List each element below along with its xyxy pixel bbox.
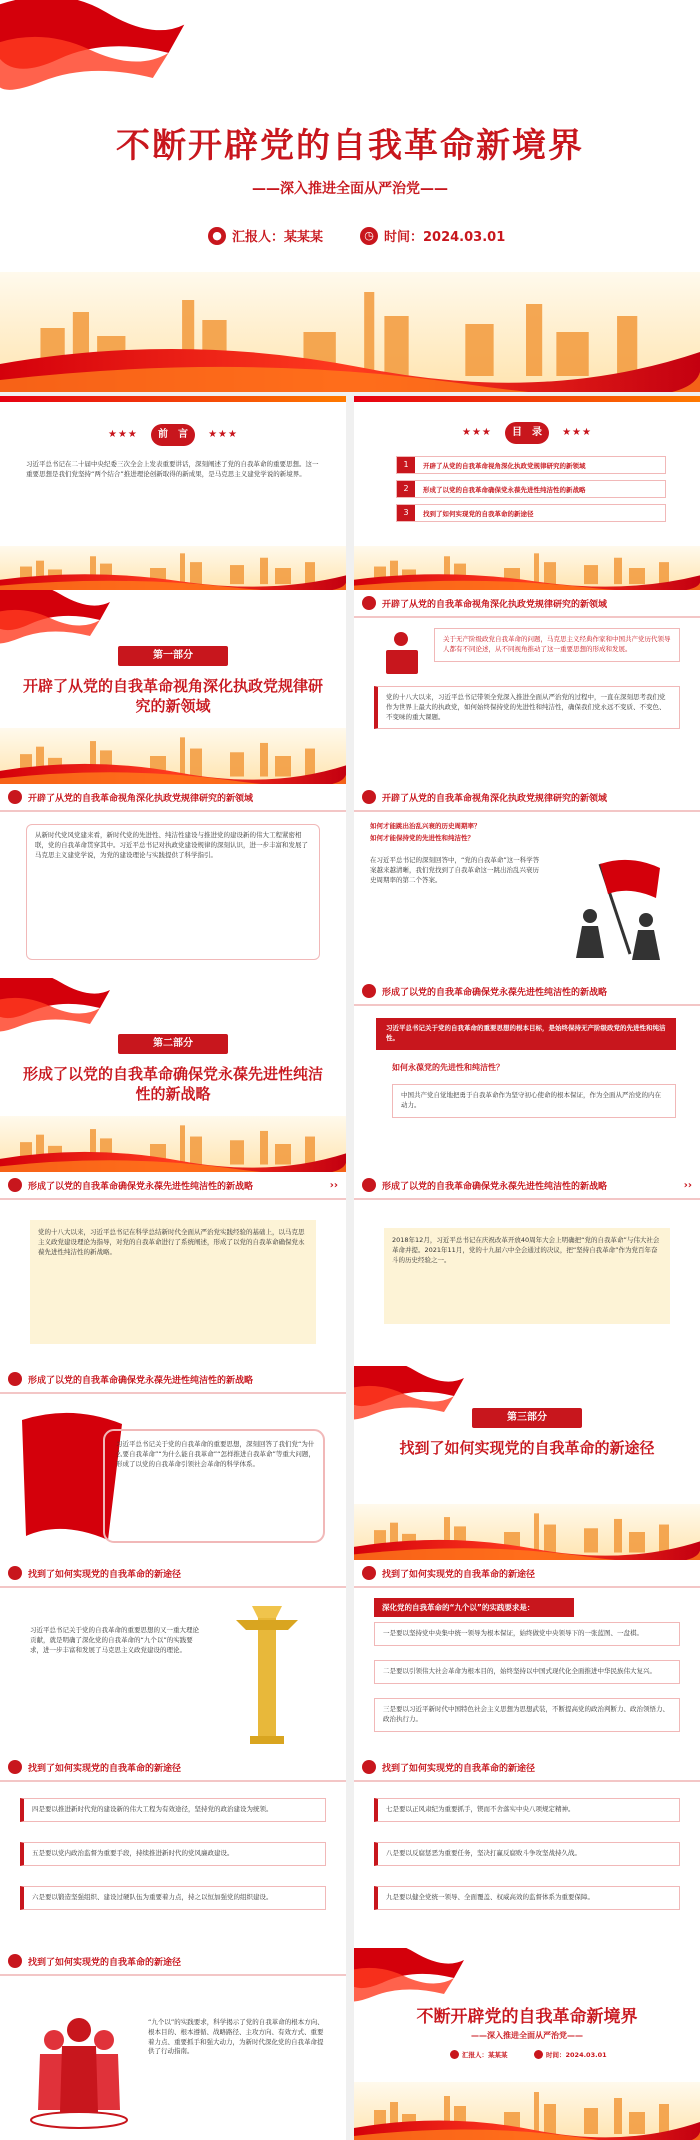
content-box: 从新时代党风党建来看，新时代党的先进性、纯洁性建设与推进党的建设新的伟大工程紧密相联，党的自我革命贯穿其中。习近平总书记对执政党建设规律的深刻认识，进一步丰富和发展了马克思主义建党学说，为党的建设理论与实践提供了科学指引。 (26, 824, 320, 960)
skyline-decoration (354, 2082, 700, 2140)
slide-header: 找到了如何实现党的自我革命的新途径 (0, 1754, 346, 1782)
user-icon: ● (208, 227, 226, 245)
clock-icon (534, 2050, 543, 2059)
content-slide-6 (354, 784, 700, 978)
list-item: 一是要以坚持党中央集中统一领导为根本保证，始终做党中央领导下的一张蓝图、一盘棋。 (374, 1622, 680, 1646)
highlight-box: 习近平总书记关于党的自我革命的重要思想的根本目标，是始终保持无产阶级政党的先进性和纯洁性。 (376, 1018, 676, 1050)
top-bar (354, 396, 700, 402)
content-slide-9 (0, 1172, 346, 1366)
list-item: 二是要以引领伟大社会革命为根本目的，始终坚持以中国式现代化全面推进中华民族伟大复兴。 (374, 1660, 680, 1684)
flag-decoration (0, 590, 110, 650)
slide-header: 找到了如何实现党的自我革命的新途径 (0, 1948, 346, 1976)
toc-item[interactable]: 1 开辟了从党的自我革命视角深化执政党规律研究的新领域 (396, 456, 666, 474)
slide-header: 开辟了从党的自我革命视角深化执政党规律研究的新领域 (0, 784, 346, 812)
stars-right: ★★★ (562, 427, 592, 438)
part-title: 形成了以党的自我革命确保党永葆先进性纯洁性的新战略 (22, 1065, 323, 1104)
skyline-decoration (0, 272, 700, 392)
bullet-icon (362, 790, 376, 804)
stars-left: ★★★ (108, 429, 138, 440)
flag-decoration (354, 1948, 464, 2008)
question-1: 如何才能跳出治乱兴衰的历史周期率？ (370, 822, 481, 830)
team-icon (24, 2000, 134, 2130)
stars-left: ★★★ (462, 427, 492, 438)
ribbon-frame-decoration (12, 1410, 334, 1550)
bullet-icon (362, 984, 376, 998)
part-label: 第三部分 (472, 1408, 582, 1428)
part3-slide (354, 1366, 700, 1560)
slide-header: 找到了如何实现党的自我革命的新途径 (354, 1560, 700, 1588)
content-slide-5 (0, 784, 346, 978)
podium-icon (382, 632, 422, 676)
toc-title: 目 录 (505, 422, 549, 444)
content-slide-4 (354, 590, 700, 784)
cover-reporter: ● 汇报人：某某某 (208, 226, 323, 245)
part-label: 第一部分 (118, 646, 228, 666)
question: 如何永葆党的先进性和纯洁性？ (392, 1063, 504, 1072)
content-text: 在习近平总书记的深刻回答中，“党的自我革命”这一科学答案越来越清晰，我们党找到了自我革命这一跳出治乱兴衰历史周期率的第二个答案。 (370, 856, 540, 884)
content-slide-17 (0, 1948, 346, 2140)
content-text: “九个以”的实践要求，科学揭示了党的自我革命的根本方向、根本目的、根本遵循、战略路径、主攻方向、有效方式、重要着力点、重要抓手和强大动力，为新时代深化党的自我革命提供了行动指南。 (148, 2018, 324, 2056)
skyline-decoration (0, 728, 346, 784)
end-reporter: 汇报人：某某某 (450, 2050, 508, 2059)
bullet-icon (8, 1954, 22, 1968)
content-slide-14 (354, 1560, 700, 1754)
user-icon (450, 2050, 459, 2059)
content-slide-10 (354, 1172, 700, 1366)
flag-decoration (0, 978, 110, 1038)
cover-slide (0, 0, 700, 392)
toc-item[interactable]: 3 找到了如何实现党的自我革命的新途径 (396, 504, 666, 522)
list-item: 八是要以反腐惩恶为重要任务，坚决打赢反腐败斗争攻坚战持久战。 (374, 1842, 680, 1866)
part-label: 第二部分 (118, 1034, 228, 1054)
part2-slide (0, 978, 346, 1172)
bullet-icon (8, 1178, 22, 1192)
list-item: 四是要以推进新时代党的建设新的伟大工程为有效途径，坚持党的政治建设为统领。 (20, 1798, 326, 1822)
clock-icon: ◷ (360, 227, 378, 245)
list-item: 九是要以健全党统一领导、全面覆盖、权威高效的监督体系为重要保障。 (374, 1886, 680, 1910)
question-2: 如何才能保持党的先进性和纯洁性？ (370, 834, 474, 842)
end-time: 时间：2024.03.01 (534, 2050, 607, 2059)
toc-slide (354, 396, 700, 590)
chevron-icon: ›› (329, 1180, 338, 1191)
content-slide-8 (354, 978, 700, 1172)
content-box: 2018年12月，习近平总书记在庆祝改革开放40周年大会上明确把“党的自我革命”与伟大社会革命并提。2021年11月，党的十九届六中全会通过的决议，把“坚持自我革命”作为党百年奋斗的历史经验之一。 (384, 1228, 670, 1324)
pillar-icon (222, 1596, 312, 1746)
content-slide-15 (0, 1754, 346, 1948)
skyline-decoration (354, 1504, 700, 1560)
bullet-icon (362, 1760, 376, 1774)
content-slide-11 (0, 1366, 346, 1560)
list-item: 六是要以锻造坚强组织、建设过硬队伍为重要着力点，持之以恒加强党的组织建设。 (20, 1886, 326, 1910)
content-slide-16 (354, 1754, 700, 1948)
content-box: 党的十八大以来，习近平总书记带领全党深入推进全面从严治党的过程中，一直在深刻思考我们党作为世界上最大的执政党，如何始终保持党的先进性和纯洁性，确保我们党永远不变质、不变色、不变味的重大课题。 (374, 686, 680, 729)
slide-header: 形成了以党的自我革命确保党永葆先进性纯洁性的新战略 ›› (354, 1172, 700, 1200)
end-slide (354, 1948, 700, 2140)
cover-subtitle: ——深入推进全面从严治党—— (252, 181, 448, 197)
preface-text: 习近平总书记在二十届中央纪委三次全会上发表重要讲话，深刻阐述了党的自我革命的重要思想。这一重要思想是我们党坚持“两个结合”推进理论创新取得的新成果，是马克思主义建党学说的新境界。 (26, 460, 319, 478)
slide-header: 形成了以党的自我革命确保党永葆先进性纯洁性的新战略 (0, 1366, 346, 1394)
end-title: 不断开辟党的自我革命新境界 (416, 2007, 638, 2027)
content-slide-13 (0, 1560, 346, 1754)
flag-bearer-icon (560, 854, 680, 964)
cover-time: ◷ 时间：2024.03.01 (360, 226, 505, 245)
skyline-decoration (0, 546, 346, 590)
skyline-decoration (354, 546, 700, 590)
highlight-box: 深化党的自我革命的“九个以”的实践要求是： (374, 1598, 574, 1617)
list-item: 三是要以习近平新时代中国特色社会主义思想为思想武装，不断提高党的政治判断力、政治领悟力、政治执行力。 (374, 1698, 680, 1732)
bullet-icon (362, 1566, 376, 1580)
content-text: 习近平总书记关于党的自我革命的重要思想的又一重大理论贡献，就是明确了深化党的自我革命的“九个以”的实践要求，进一步丰富和发展了马克思主义政党建设的理论。 (30, 1626, 199, 1654)
top-bar (0, 396, 346, 402)
part-title: 开辟了从党的自我革命视角深化执政党规律研究的新领域 (22, 677, 323, 716)
preface-slide (0, 396, 346, 590)
slide-header: 找到了如何实现党的自我革命的新途径 (354, 1754, 700, 1782)
part-title: 找到了如何实现党的自我革命的新途径 (399, 1439, 655, 1457)
list-item: 五是要以党内政治监督为重要手段，持续推进新时代的党风廉政建设。 (20, 1842, 326, 1866)
bullet-icon (362, 1178, 376, 1192)
bullet-icon (8, 1372, 22, 1386)
bullet-icon (8, 1760, 22, 1774)
chevron-icon: ›› (683, 1180, 692, 1191)
quote-box: 关于无产阶级政党自我革命的问题，马克思主义经典作家和中国共产党历代领导人都有不同论述，从不同视角推动了这一重要思想的形成和发展。 (434, 628, 680, 662)
end-subtitle: ——深入推进全面从严治党—— (471, 2031, 583, 2040)
bullet-icon (8, 1566, 22, 1580)
cover-title: 不断开辟党的自我革命新境界 (116, 126, 584, 166)
flag-decoration (354, 1366, 464, 1426)
slide-header: 形成了以党的自我革命确保党永葆先进性纯洁性的新战略 ›› (0, 1172, 346, 1200)
stars-right: ★★★ (208, 429, 238, 440)
content-box: 党的十八大以来，习近平总书记在科学总结新时代全面从严治党实践经验的基础上，以马克思主义政党建设理论为指导，对党的自我革命进行了系统阐述，形成了以党的自我革命确保党永葆先进性纯洁性的新战略。 (30, 1220, 316, 1344)
bullet-icon (8, 790, 22, 804)
flag-decoration (0, 0, 190, 100)
preface-title: 前 言 (151, 424, 195, 446)
list-item: 七是要以正风肃纪为重要抓手，锲而不舍落实中央八项规定精神。 (374, 1798, 680, 1822)
slide-header: 形成了以党的自我革命确保党永葆先进性纯洁性的新战略 (354, 978, 700, 1006)
toc-item[interactable]: 2 形成了以党的自我革命确保党永葆先进性纯洁性的新战略 (396, 480, 666, 498)
slide-header: 开辟了从党的自我革命视角深化执政党规律研究的新领域 (354, 784, 700, 812)
bullet-icon (362, 596, 376, 610)
slide-header: 开辟了从党的自我革命视角深化执政党规律研究的新领域 (354, 590, 700, 618)
slide-header: 找到了如何实现党的自我革命的新途径 (0, 1560, 346, 1588)
part1-slide (0, 590, 346, 784)
content-box: 中国共产党自觉地把勇于自我革命作为坚守初心使命的根本保证，作为全面从严治党的内在动力。 (392, 1084, 676, 1118)
content-text: 习近平总书记关于党的自我革命的重要思想，深刻回答了我们党“为什么要自我革命”“为什么能自我革命”“怎样推进自我革命”等重大问题，形成了以党的自我革命引领社会革命的科学体系。 (116, 1440, 315, 1468)
skyline-decoration (0, 1116, 346, 1172)
